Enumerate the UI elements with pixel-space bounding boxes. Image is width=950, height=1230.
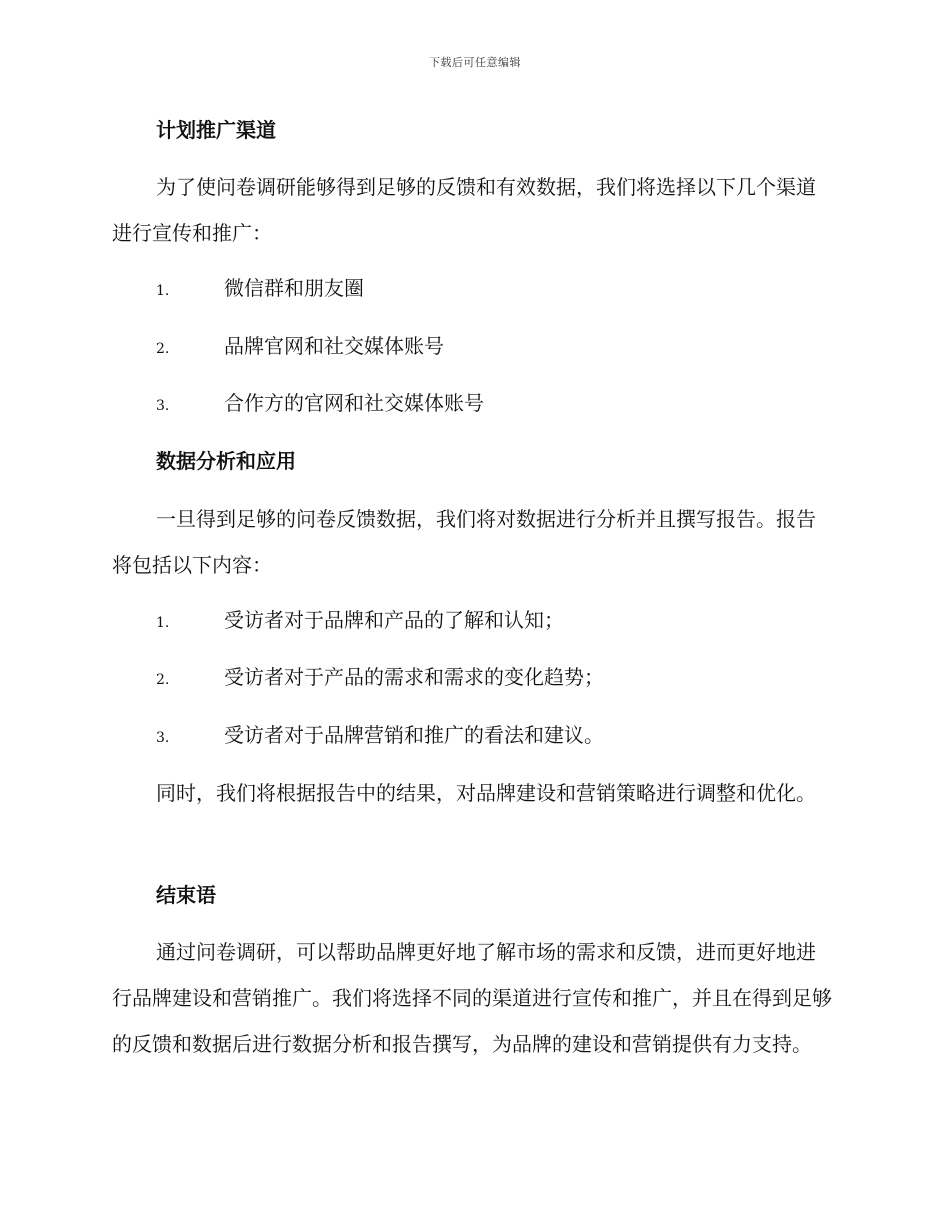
list-item [156,662,604,695]
list-item [156,605,564,638]
list-number: 3. [156,398,170,414]
section-heading-analysis: 数据分析和应用 [156,449,296,473]
list-text: 受访者对于品牌和产品的了解和认知； [224,608,564,632]
list-item [156,720,604,753]
list-number: 3. [156,730,170,746]
list-number: 1. [156,283,170,299]
list-item [156,388,484,421]
section-heading-conclusion: 结束语 [156,883,216,907]
list-text: 微信群和朋友圈 [224,276,364,300]
list-text: 受访者对于品牌营销和推广的看法和建议。 [224,723,604,747]
list-number: 2. [156,672,170,688]
list-item [156,331,444,364]
list-text: 受访者对于产品的需求和需求的变化趋势； [224,665,604,689]
paragraph-promo-intro: 为了使问卷调研能够得到足够的反馈和有效数据，我们将选择以下几个渠道进行宣传和推广： [112,175,816,245]
list-text: 合作方的官网和社交媒体账号 [224,391,484,415]
list-text: 品牌官网和社交媒体账号 [224,334,444,358]
paragraph-analysis-intro: 一旦得到足够的问卷反馈数据，我们将对数据进行分析并且撰写报告。报告将包括以下内容： [112,507,816,577]
list-number: 1. [156,615,170,631]
section-heading-promo: 计划推广渠道 [156,118,276,142]
paragraph-analysis-outro: 同时，我们将根据报告中的结果，对品牌建设和营销策略进行调整和优化。 [156,781,816,805]
list-item [156,273,364,306]
page-header-note: 下载后可任意编辑 [429,56,521,69]
list-number: 2. [156,341,170,357]
paragraph-conclusion-body: 通过问卷调研，可以帮助品牌更好地了解市场的需求和反馈，进而更好地进行品牌建设和营销推广。我们将选择不同的渠道进行宣传和推广，并且在得到足够的反馈和数据后进行数据分析和报告撰写，为品牌的建设和营销提供有力支持。 [112,940,832,1056]
